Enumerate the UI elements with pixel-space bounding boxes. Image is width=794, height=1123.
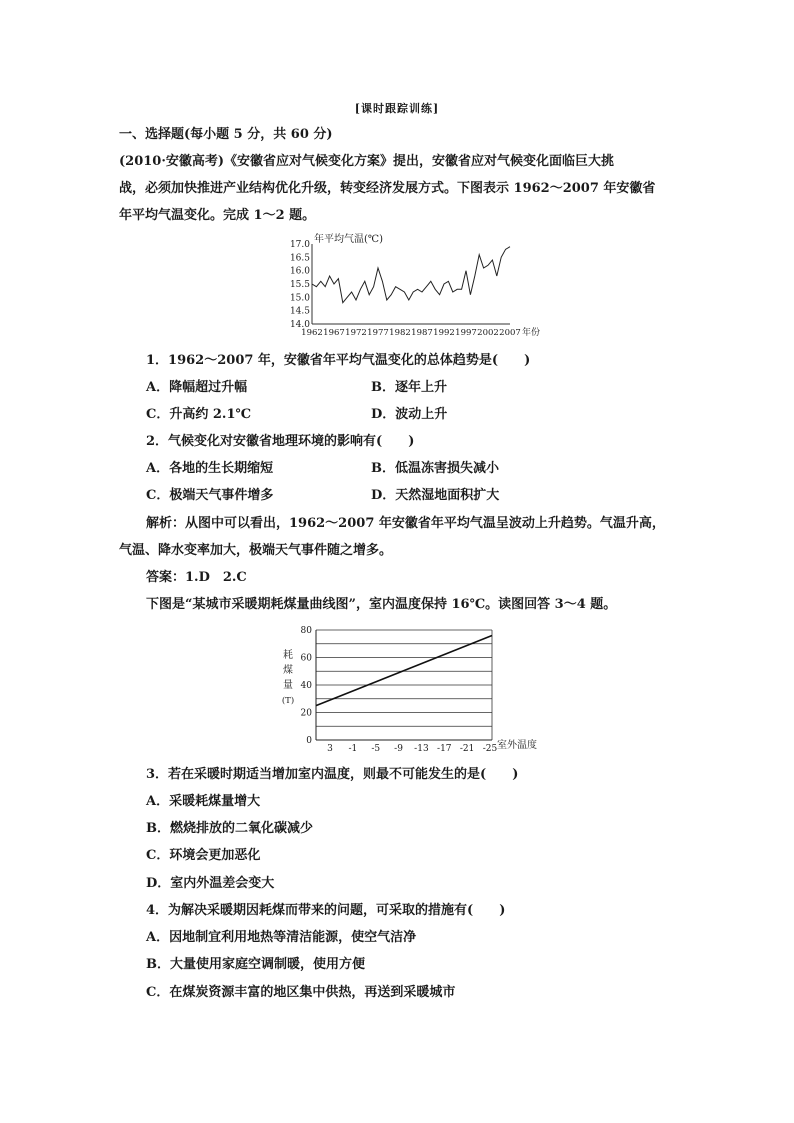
chart2-ylabel-char: 煤 xyxy=(283,665,293,676)
chart1-x-tick-label: 2002 xyxy=(477,328,499,338)
analysis-line-2: 气温、降水变率加大，极端天气事件随之增多。 xyxy=(119,543,393,558)
chart2-x-tick-label: -17 xyxy=(437,744,452,754)
chart1-x-tick-label: 1987 xyxy=(411,328,433,338)
temperature-line-chart xyxy=(284,228,544,344)
chart1-y-tick-label: 14.0 xyxy=(289,320,310,330)
chart2-x-tick-label: -13 xyxy=(414,744,429,754)
q1-stem: 1．1962～2007 年，安徽省年平均气温变化的总体趋势是( ) xyxy=(146,353,531,368)
chart1-x-tick-label: 1962 xyxy=(301,328,323,338)
q4-option-c: C．在煤炭资源丰富的地区集中供热，再送到采暖城市 xyxy=(146,985,456,1000)
intro-line-1: (2010·安徽高考)《安徽省应对气候变化方案》提出，安徽省应对气候变化面临巨大挑 xyxy=(119,154,615,169)
section-title: 一、选择题(每小题 5 分，共 60 分) xyxy=(119,127,333,142)
chart1-x-tick-label: 1967 xyxy=(323,328,345,338)
q3-option-d: D．室内外温差会变大 xyxy=(146,876,275,891)
q1-option-a: A．降幅超过升幅 xyxy=(146,380,248,395)
q4-option-a: A．因地制宜利用地热等清洁能源，使空气洁净 xyxy=(146,930,417,945)
chart2-x-tick-label: -21 xyxy=(459,744,475,754)
chart1-y-tick-label: 15.5 xyxy=(289,280,310,290)
q2-stem: 2．气候变化对安徽省地理环境的影响有( ) xyxy=(146,434,415,449)
q3-option-c: C．环境会更加恶化 xyxy=(146,848,261,863)
chart1-y-tick-label: 16.5 xyxy=(289,253,310,264)
analysis-line-1: 解析：从图中可以看出，1962～2007 年安徽省年平均气温呈波动上升趋势。气温升高， xyxy=(146,516,665,531)
chart1-x-tick-label: 1982 xyxy=(389,328,411,338)
chart2-series-line xyxy=(316,636,492,706)
chart2-xlabel: 室外温度 xyxy=(497,740,537,751)
q2-option-a: A．各地的生长期缩短 xyxy=(146,461,274,476)
chart2-x-tick-label: -25 xyxy=(482,744,498,754)
chart2-ylabel-char: 耗 xyxy=(283,650,293,661)
chart1-series-line xyxy=(312,247,510,303)
chart2-y-tick-label: 40 xyxy=(300,681,312,691)
chart1-y-tick-label: 15.0 xyxy=(289,293,310,304)
q3-option-b: B．燃烧排放的二氧化碳减少 xyxy=(146,821,313,836)
q4-option-b: B．大量使用家庭空调制暖，使用方便 xyxy=(146,957,365,972)
chart1-y-tick-label: 14.5 xyxy=(289,306,310,317)
chart1-x-tick-label: 1997 xyxy=(455,328,477,338)
chart1-x-tick-label: 2007 xyxy=(499,328,521,338)
q4-stem: 4．为解决采暖期因耗煤而带来的问题，可采取的措施有( ) xyxy=(146,903,506,918)
intro-line-3: 年平均气温变化。完成 1～2 题。 xyxy=(119,208,316,223)
chart2-y-tick-label: 20 xyxy=(300,708,312,719)
coal-consumption-chart xyxy=(276,620,550,754)
q3-option-a: A．采暖耗煤量增大 xyxy=(146,794,261,809)
q1-option-b: B．逐年上升 xyxy=(371,380,447,395)
q2-option-c: C．极端天气事件增多 xyxy=(146,488,274,503)
chart2-y-tick-label: 60 xyxy=(300,653,312,664)
intro-line-2: 战，必须加快推进产业结构优化升级，转变经济发展方式。下图表示 1962～2007 年安徽省 xyxy=(119,181,656,196)
chart1-y-tick-label: 16.0 xyxy=(289,266,310,277)
q2-option-d: D．天然湿地面积扩大 xyxy=(371,488,500,503)
chart1-x-tick-label: 1992 xyxy=(433,328,455,338)
chart2-x-tick-label: -9 xyxy=(394,744,403,754)
chart2-x-tick-label: -5 xyxy=(371,744,381,754)
section-header: [课时跟踪训练] xyxy=(354,102,440,115)
q3-stem: 3．若在采暖时期适当增加室内温度，则最不可能发生的是( ) xyxy=(146,767,519,782)
chart2-ylabel-char: 量 xyxy=(283,680,293,691)
chart2-ylabel-char: (T) xyxy=(281,696,295,706)
chart2-y-tick-label: 80 xyxy=(300,626,312,636)
chart1-ylabel: 年平均气温(℃) xyxy=(314,234,383,245)
answer-line: 答案：1.D 2.C xyxy=(146,570,247,585)
chart1-x-suffix: 年份 xyxy=(522,328,541,338)
chart2-y-tick-label: 0 xyxy=(306,736,312,746)
chart2-x-tick-label: 3 xyxy=(327,744,333,754)
q2-option-b: B．低温冻害损失减小 xyxy=(371,461,499,476)
q1-option-c: C．升高约 2.1℃ xyxy=(146,407,252,422)
intro2-line: 下图是“某城市采暖期耗煤量曲线图”，室内温度保持 16℃。读图回答 3～4 题。 xyxy=(146,597,617,612)
chart1-x-tick-label: 1977 xyxy=(367,328,389,338)
chart1-x-tick-label: 1972 xyxy=(345,328,367,338)
chart1-y-tick-label: 17.0 xyxy=(289,240,310,250)
chart2-x-tick-label: -1 xyxy=(348,744,358,754)
q1-option-d: D．波动上升 xyxy=(371,407,448,422)
